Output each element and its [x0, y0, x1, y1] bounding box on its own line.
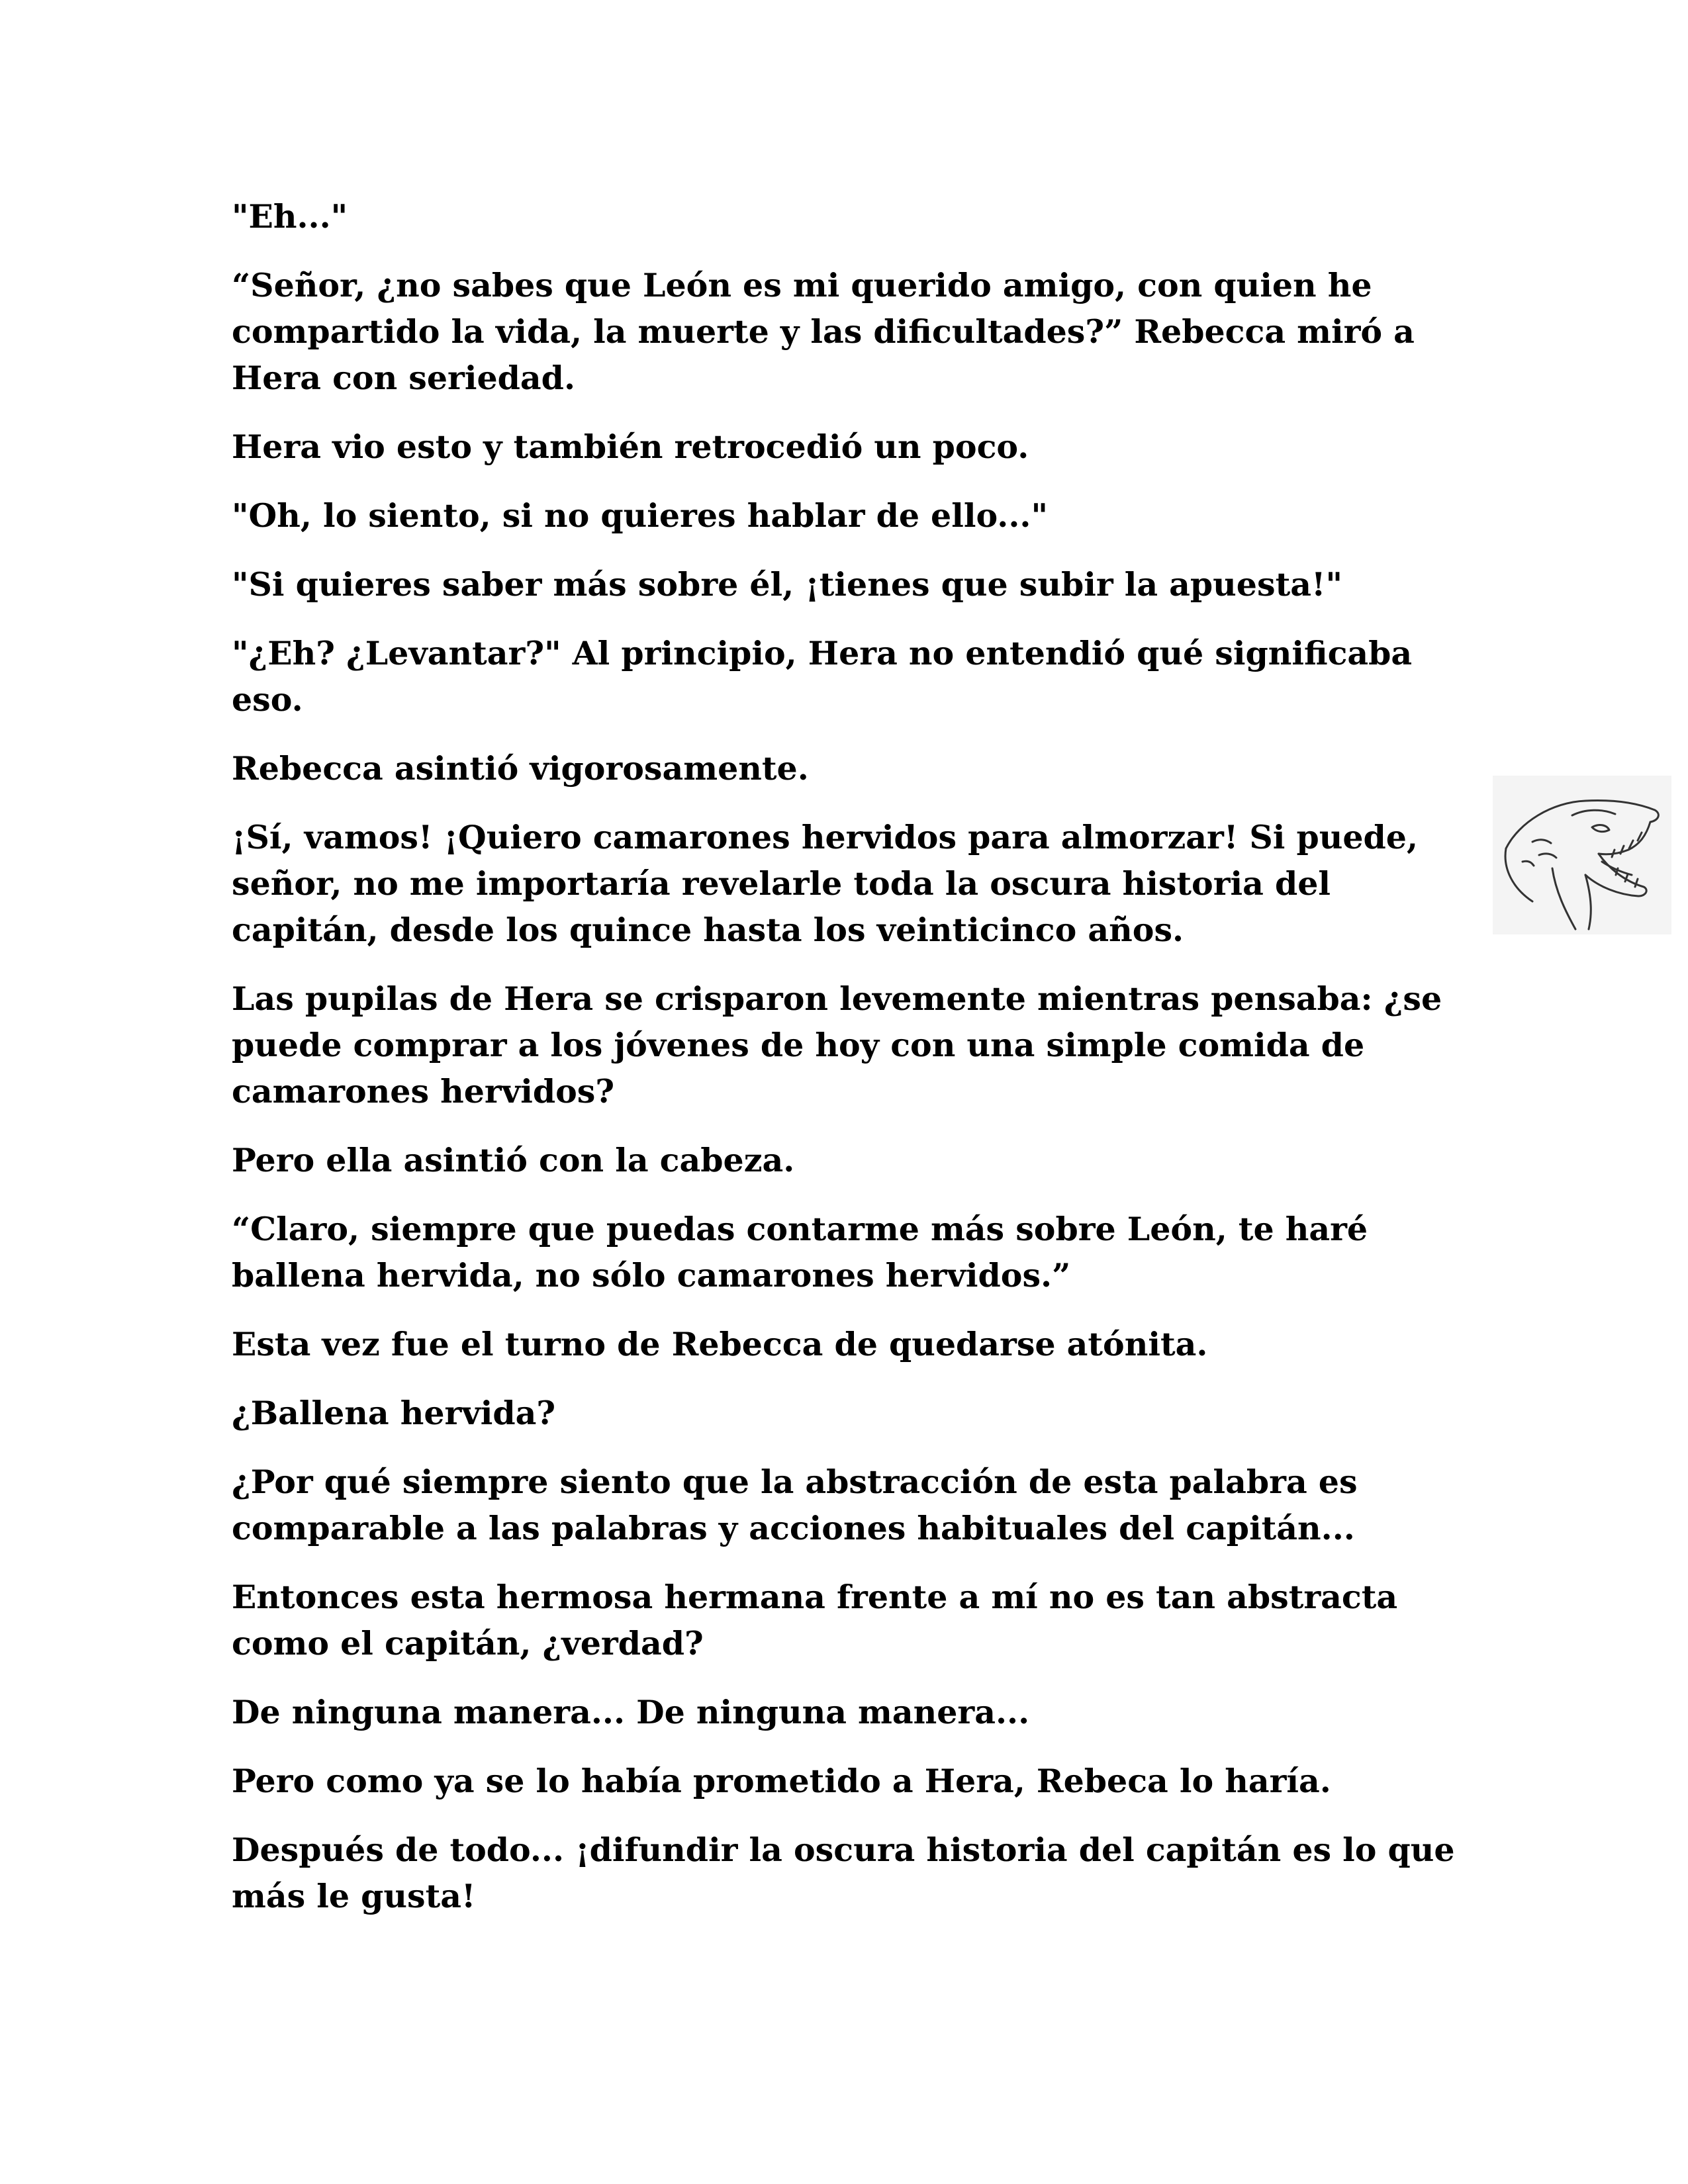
paragraph: Las pupilas de Hera se crisparon levemente mientras pensaba: ¿se puede comprar a los jóvenes de hoy con una simple comida de camarones hervidos? [232, 979, 1442, 1111]
paragraph: Entonces esta hermosa hermana frente a mí no es tan abstracta como el capitán, ¿verdad? [232, 1578, 1398, 1662]
paragraph: Pero como ya se lo había prometido a Hera, Rebeca lo haría. [232, 1762, 1331, 1800]
paragraph: ¿Ballena hervida? [232, 1394, 556, 1432]
paragraph: Después de todo... ¡difundir la oscura historia del capitán es lo que más le gusta! [232, 1831, 1455, 1915]
paragraph: Rebecca asintió vigorosamente. [232, 749, 809, 788]
paragraph: "Oh, lo siento, si no quieres hablar de ello..." [232, 496, 1048, 535]
paragraph: ¿Por qué siempre siento que la abstracción de esta palabra es comparable a las palabras y acciones habituales del capitán... [232, 1463, 1358, 1547]
paragraph: “Claro, siempre que puedas contarme más sobre León, te haré ballena hervida, no sólo camarones hervidos.” [232, 1210, 1368, 1295]
paragraph: Pero ella asintió con la cabeza. [232, 1141, 795, 1179]
paragraph: “Señor, ¿no sabes que León es mi querido amigo, con quien he compartido la vida, la muerte y las dificultades?” Rebecca miró a Hera con seriedad. [232, 266, 1415, 397]
paragraph: "Si quieres saber más sobre él, ¡tienes que subir la apuesta!" [232, 565, 1342, 604]
body-text [232, 193, 1463, 1942]
paragraph: Hera vio esto y también retrocedió un poco. [232, 428, 1029, 466]
paragraph: "Eh..." [232, 197, 348, 236]
paragraph: Esta vez fue el turno de Rebecca de quedarse atónita. [232, 1325, 1208, 1363]
paragraph: "¿Eh? ¿Levantar?" Al principio, Hera no entendió qué significaba eso. [232, 634, 1413, 719]
dinosaur-head-sketch-icon [1493, 776, 1671, 934]
paragraph: ¡Sí, vamos! ¡Quiero camarones hervidos para almorzar! Si puede, señor, no me importaría revelarle toda la oscura historia del capitán, desde los quince hasta los veinticinco años. [232, 818, 1419, 949]
paragraph: De ninguna manera... De ninguna manera... [232, 1693, 1030, 1731]
